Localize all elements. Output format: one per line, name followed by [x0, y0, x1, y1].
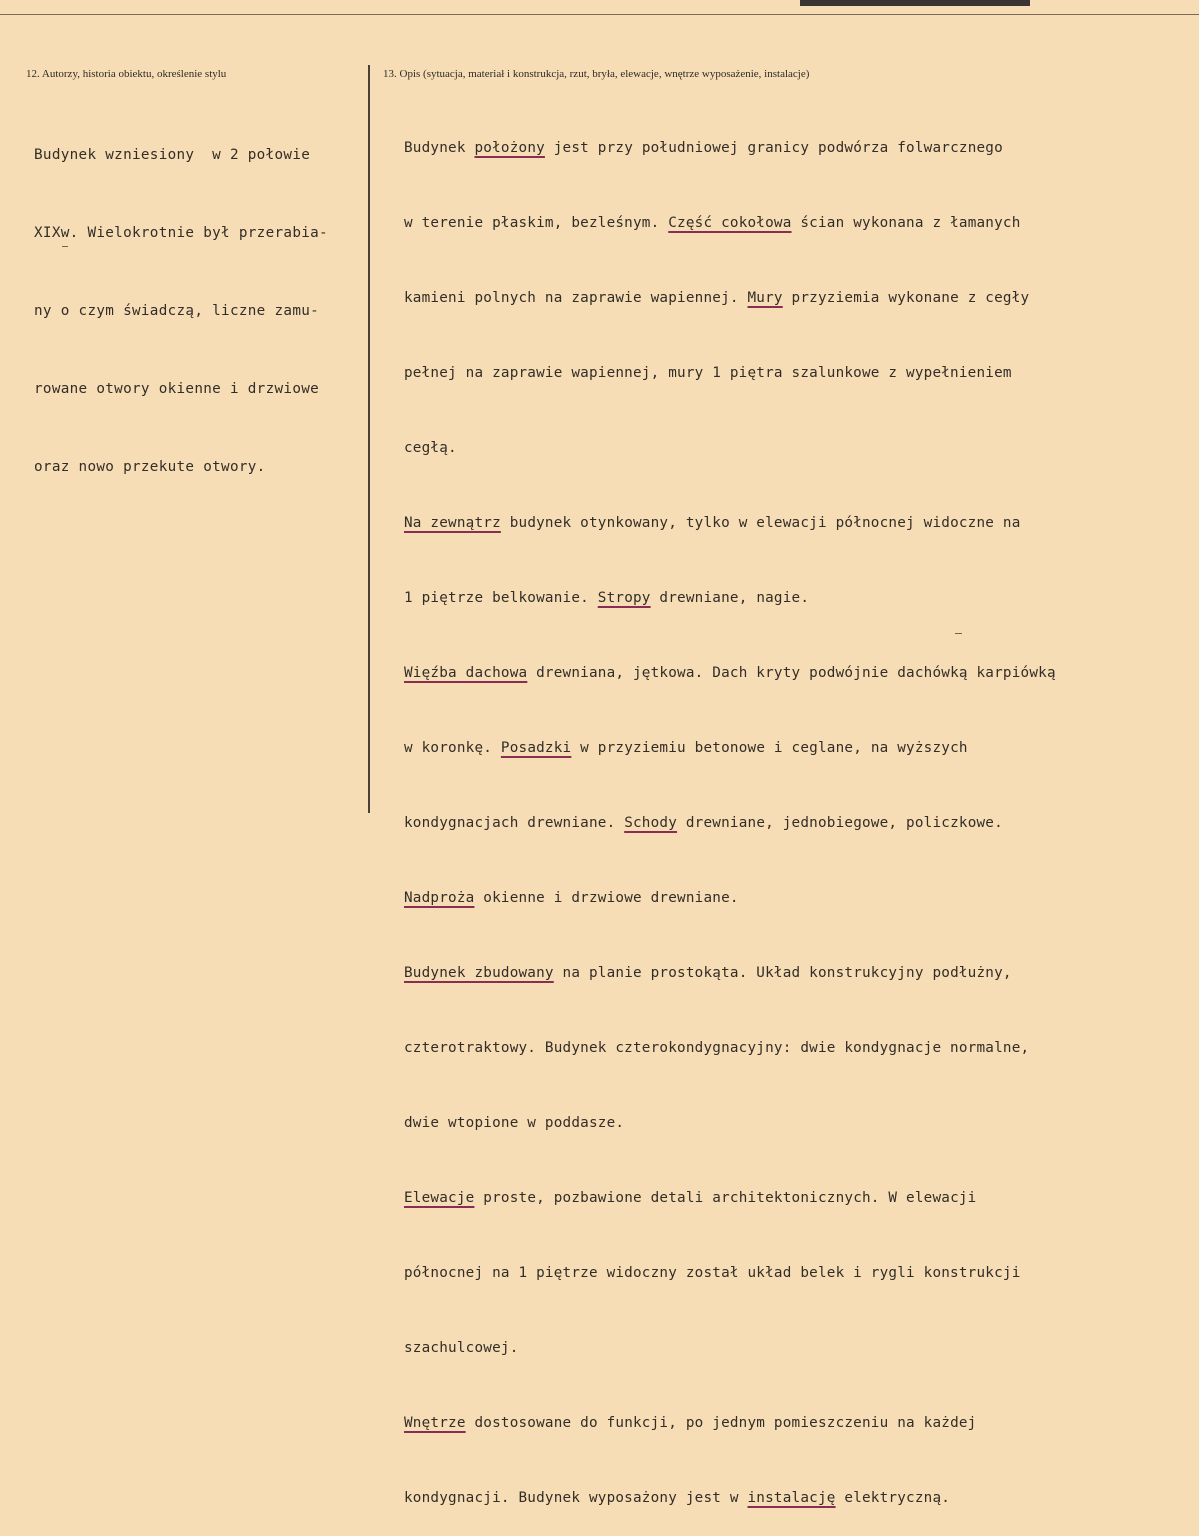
text-line: pełnej na zaprawie wapiennej, mury 1 piętra szalunkowe z wypełnieniem [404, 365, 1012, 381]
text-line: Budynek położony jest przy południowej granicy podwórza folwarcznego [404, 140, 1003, 156]
text-line: kondygnacjach drewniane. Schody drewniane, jednobiegowe, policzkowe. [404, 815, 1003, 831]
top-rule [0, 14, 1199, 15]
underlined-keyword: Schody [624, 815, 678, 831]
stray-mark [955, 633, 962, 634]
text-line: Nadproża okienne i drzwiowe drewniane. [404, 890, 739, 906]
underlined-keyword: Posadzki [500, 740, 572, 756]
underlined-keyword: Stropy [597, 590, 651, 606]
underlined-keyword: Na zewnątrz [404, 515, 501, 531]
underlined-keyword: instalację [747, 1490, 836, 1506]
text-line: Budynek zbudowany na planie prostokąta. Układ konstrukcyjny podłużny, [404, 965, 1012, 981]
underlined-keyword: Więźba dachowa [404, 665, 528, 681]
underlined-keyword: Nadproża [404, 890, 475, 906]
text-line: ny o czym świadczą, liczne zamu- [34, 303, 320, 319]
underlined-keyword: Mury [747, 290, 783, 306]
text-line: Wnętrze dostosowane do funkcji, po jednym pomieszczeniu na każdej [404, 1415, 977, 1431]
text-line: Budynek wzniesiony w 2 połowie [34, 147, 311, 163]
text-line: kamieni polnych na zaprawie wapiennej. Mury przyziemia wykonane z cegły [404, 290, 1030, 306]
text-line: rowane otwory okienne i drzwiowe [34, 381, 320, 397]
text-line: Więźba dachowa drewniana, jętkowa. Dach kryty podwójnie dachówką karpiówką [404, 665, 1056, 681]
text-line: Elewacje proste, pozbawione detali architektonicznych. W elewacji [404, 1190, 977, 1206]
underlined-keyword: położony [474, 140, 545, 156]
text-line: czterotraktowy. Budynek czterokondygnacyjny: dwie kondygnacje normalne, [404, 1040, 1030, 1056]
authors-history-text [34, 90, 369, 506]
underlined-keyword: Elewacje [404, 1190, 475, 1206]
top-border [0, 0, 1199, 18]
text-line: oraz nowo przekute otwory. [34, 459, 266, 475]
underlined-keyword: Budynek zbudowany [404, 965, 554, 981]
underlined-keyword: Część cokołowa [668, 215, 792, 231]
section-12-label: 12. Autorzy, historia obiektu, określenie stylu [26, 68, 227, 80]
stray-mark [62, 246, 68, 247]
text-line: XIXw. Wielokrotnie był przerabia- [34, 225, 328, 241]
text-line: kondygnacji. Budynek wyposażony jest w instalację elektryczną. [404, 1490, 951, 1506]
text-line: Na zewnątrz budynek otynkowany, tylko w elewacji północnej widoczne na [404, 515, 1021, 531]
top-tab-strip [800, 0, 1030, 6]
text-line: 1 piętrze belkowanie. Stropy drewniane, nagie. [404, 590, 810, 606]
text-line: w koronkę. Posadzki w przyziemiu betonowe i ceglane, na wyższych [404, 740, 968, 756]
section-13-label: 13. Opis (sytuacja, materiał i konstrukcja, rzut, bryła, elewacje, wnętrze wyposażenie, instalacje) [383, 68, 810, 80]
text-line: cegłą. [404, 440, 457, 456]
text-line: szachulcowej. [404, 1340, 519, 1356]
text-line: północnej na 1 piętrze widoczny został układ belek i rygli konstrukcji [404, 1265, 1021, 1281]
description-text [404, 86, 1194, 1536]
text-line: w terenie płaskim, bezleśnym. Część cokołowa ścian wykonana z łamanych [404, 215, 1021, 231]
text-line: dwie wtopione w poddasze. [404, 1115, 625, 1131]
underlined-keyword: Wnętrze [404, 1415, 466, 1431]
